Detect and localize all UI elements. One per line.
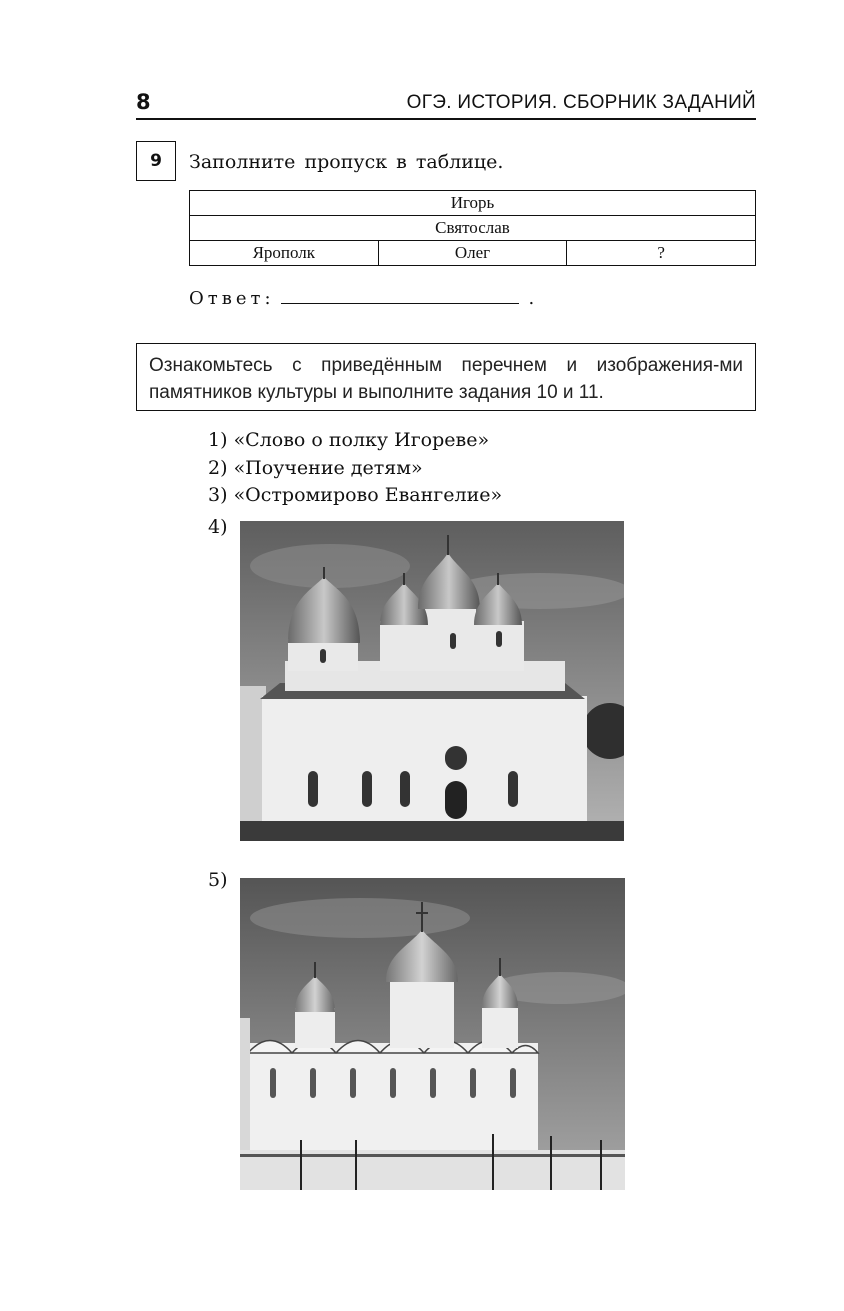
table-cell-yaropolk: Ярополк (190, 241, 379, 266)
task-instruction: Заполните пропуск в таблице. (189, 151, 504, 173)
list-item-number: 3) (208, 484, 228, 506)
table-cell-oleg: Олег (378, 241, 567, 266)
answer-period: . (528, 288, 535, 309)
list-item (208, 427, 502, 455)
image-4-label: 4) (208, 516, 228, 538)
genealogy-table (189, 190, 756, 266)
page-number: 8 (136, 90, 151, 114)
list-item-text: «Остромирово Евангелие» (233, 484, 503, 506)
page-header (136, 88, 756, 120)
running-title: ОГЭ. ИСТОРИЯ. СБОРНИК ЗАДАНИЙ (406, 92, 756, 113)
list-item (208, 455, 502, 483)
list-item-number: 2) (208, 456, 228, 479)
answer-blank[interactable] (281, 285, 519, 304)
table-cell-igor: Игорь (190, 191, 756, 216)
image-5-label: 5) (208, 869, 228, 891)
list-item-text: «Слово о полку Игореве» (233, 429, 490, 451)
answer-row (189, 285, 534, 309)
cathedral-photo-5 (240, 878, 625, 1190)
table-cell-svyatoslav: Святослав (190, 216, 756, 241)
cathedral-photo-4 (240, 521, 624, 841)
list-item-text: «Поучение детям» (233, 456, 423, 479)
list-item-number: 1) (208, 429, 228, 451)
monument-list (208, 427, 502, 510)
intro-box: Ознакомьтесь с приведённым перечнем и изображения-ми памятников культуры и выполните задания 10 и 11. (136, 343, 756, 411)
table-cell-blank: ? (567, 241, 756, 266)
answer-label: Ответ: (189, 288, 275, 309)
list-item (208, 482, 502, 510)
task-number-box: 9 (136, 141, 176, 181)
